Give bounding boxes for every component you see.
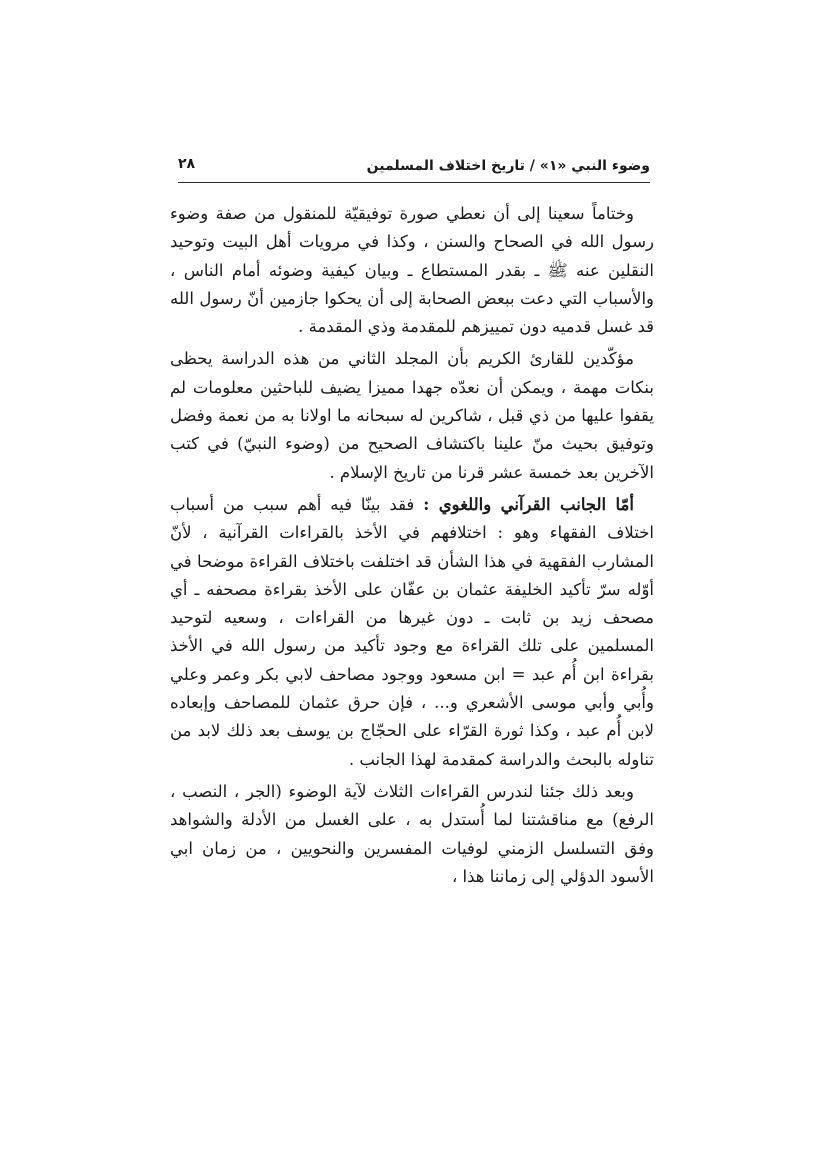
running-title: وضوء النبي «١» / تاريخ اختلاف المسلمين <box>366 158 650 174</box>
paragraph-text: فقد بينّا فيه أهم سبب من أسباب اختلاف الفقهاء وهو : اختلافهم في الأخذ بالقراءات القرآنية ، لأنّ المشارب الفقهية في هذا الشأن قد اختلفت باختلاف القراءة موضحا في أوّله سرّ تأكيد الخليفة عثمان بن عفّان على الأخذ بقراءة مصحفه ـ أي مصحف زيد بن ثابت ـ دون غيرها من القراءات ، وسعيه لتوحيد المسلمين على تلك القراءة مع وجود تأكيد من رسول الله في الأخذ بقراءة ابن أُم عبد = ابن مسعود ووجود مصاحف لابي بكر وعمر وعلي وأُبي وأبي موسى الأشعري و... ، فإن حرق عثمان للمصاحف وإبعاده لابن أُم عبد ، وكذا ثورة القرّاء على الحجّاج بن يوسف بعد ذلك لابد من تناوله بالبحث والدراسة كمقدمة لهذا الجانب . <box>170 494 654 769</box>
paragraph-text: وبعد ذلك جئنا لندرس القراءات الثلاث لآية الوضوء (الجر ، النصب ، الرفع) مع مناقشتنا لما أُستدل به ، على الغسل من الأدلة والشواهد وفق التسلسل الزمني لوفيات المفسرين والنحويين ، من زمان ابي الأسود الدؤلي إلى زماننا هذا ، <box>170 781 654 886</box>
paragraph <box>170 778 654 891</box>
paragraph-text: وختاماً سعينا إلى أن نعطي صورة توفيقيّة للمنقول من صفة وضوء رسول الله في الصحاح والسنن ، وكذا في مرويات أهل البيت وتوحيد النقلين عنه ﷺ ـ بقدر المستطاع ـ وبيان كيفية وضوئه أمام الناس ، والأسباب التي دعت ببعض الصحابة إلى أن يحكوا جازمين أنّ رسول الله قد غسل قدميه دون تمييزهم للمقدمة وذي المقدمة . <box>170 204 654 337</box>
running-header <box>178 152 650 182</box>
paragraph-text: مؤكّدين للقارئ الكريم بأن المجلد الثاني من هذه الدراسة يحظى بنكات مهمة ، ويمكن أن نعدّه جهدا مميزا يضيف للباحثين معلومات لم يقفوا عليها من ذي قبل ، شاكرين له سبحانه ما اولانا به من نعمة وفضل وتوفيق بحيث منّ علينا باكتشاف الصحيح من (وضوء النبيّ) في كتب الآخرين بعد خمسة عشر قرنا من تاريخ الإسلام . <box>170 349 654 482</box>
paragraph <box>170 491 654 774</box>
paragraph <box>170 345 654 486</box>
page-number: ٢٨ <box>178 156 196 172</box>
paragraph-lead: أمّا الجانب القرآني واللغوي : <box>423 494 634 514</box>
paragraph <box>170 200 654 341</box>
body-text <box>170 200 654 895</box>
header-rule <box>178 182 650 183</box>
